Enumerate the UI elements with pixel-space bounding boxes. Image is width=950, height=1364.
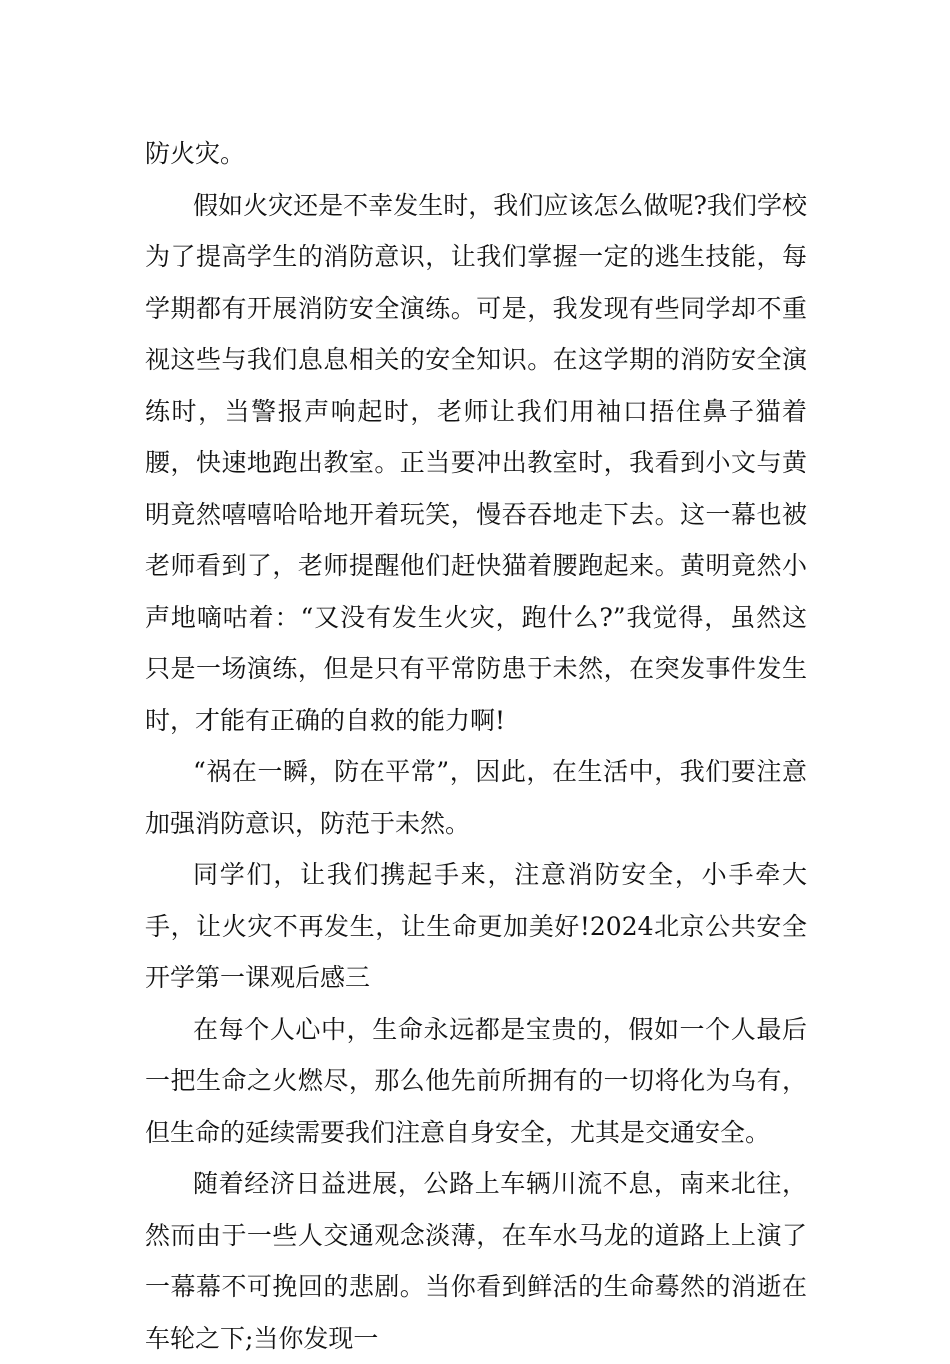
paragraph-2: 假如火灾还是不幸发生时，我们应该怎么做呢?我们学校为了提高学生的消防意识，让我们掌握一定的逃生技能，每学期都有开展消防安全演练。可是，我发现有些同学却不重视这些与我们息息相关的安全知识。在这学期的消防安全演练时，当警报声响起时，老师让我们用袖口捂住鼻子猫着腰，快速地跑出教室。正当要冲出教室时，我看到小文与黄明竟然嘻嘻哈哈地开着玩笑，慢吞吞地走下去。这一幕也被老师看到了，老师提醒他们赶快猫着腰跑起来。黄明竟然小声地嘀咕着：“又没有发生火灾，跑什么?”我觉得，虽然这只是一场演练，但是只有平常防患于未然，在突发事件发生时，才能有正确的自救的能力啊! xyxy=(145,190,807,735)
paragraph-4: 同学们，让我们携起手来，注意消防安全，小手牵大手，让火灾不再发生，让生命更加美好!2024北京公共安全开学第一课观后感三 xyxy=(145,860,807,992)
paragraph-3: “祸在一瞬，防在平常”，因此，在生活中，我们要注意加强消防意识，防范于未然。 xyxy=(145,757,807,838)
document-body xyxy=(145,128,807,1364)
paragraph-1: 防火灾。 xyxy=(145,139,246,168)
paragraph-6: 随着经济日益进展，公路上车辆川流不息，南来北往，然而由于一些人交通观念淡薄，在车水马龙的道路上上演了一幕幕不可挽回的悲剧。当你看到鲜活的生命蓦然的消逝在车轮之下;当你发现一 xyxy=(145,1169,807,1353)
paragraph-5: 在每个人心中，生命永远都是宝贵的，假如一个人最后一把生命之火燃尽，那么他先前所拥有的一切将化为乌有，但生命的延续需要我们注意自身安全，尤其是交通安全。 xyxy=(145,1014,807,1147)
